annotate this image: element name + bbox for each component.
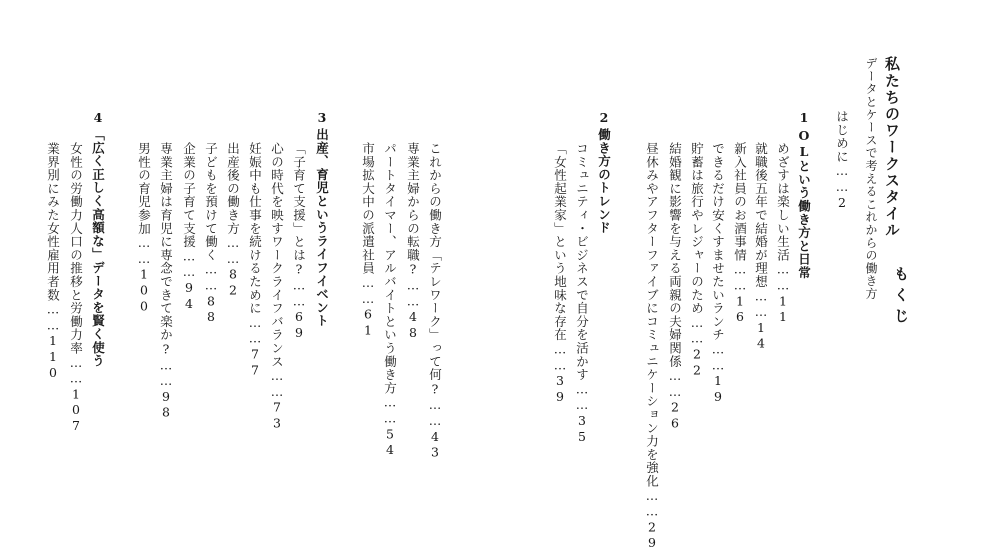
- toc-entry[interactable]: 心の時代を映すワークライフバランス……73: [269, 142, 285, 432]
- toc-entry[interactable]: 「女性起業家」という地味な存在……39: [552, 142, 568, 405]
- chapter-3-title[interactable]: 出産、育児というライフイベント: [314, 128, 330, 328]
- toc-entry[interactable]: 結婚観に影響を与える両親の夫婦関係……26: [667, 142, 683, 432]
- toc-entry[interactable]: これからの働き方「テレワーク」って何?……43: [427, 142, 443, 461]
- toc-entry[interactable]: 企業の子育て支援……94: [181, 142, 197, 312]
- toc-entry[interactable]: 子どもを預けて働く……88: [203, 142, 219, 325]
- toc-entry[interactable]: 昼休みやアフターファイブにコミュニケーション力を強化……29: [644, 142, 660, 551]
- toc-entry-intro[interactable]: はじめに……2: [834, 110, 850, 211]
- chapter-1-title[interactable]: OLという働き方と日常: [796, 128, 812, 280]
- chapter-1-number: 1: [796, 110, 812, 126]
- chapter-4-title[interactable]: 「広く正しく高額な」データを賢く使う: [90, 128, 106, 368]
- toc-entry[interactable]: 市場拡大中の派遣社員……61: [360, 142, 376, 339]
- toc-entry[interactable]: 男性の育児参加……100: [136, 142, 152, 315]
- toc-entry[interactable]: 出産後の働き方……82: [225, 142, 241, 299]
- toc-entry[interactable]: パートタイマー、アルバイトという働き方……54: [382, 142, 398, 458]
- book-title: 私たちのワークスタイル: [883, 56, 901, 239]
- chapter-4-number: 4: [90, 110, 106, 126]
- toc-entry[interactable]: できるだけ安くすませたいランチ……19: [710, 142, 726, 405]
- chapter-2-number: 2: [596, 110, 612, 126]
- toc-entry[interactable]: 妊娠中も仕事を続けるために……77: [247, 142, 263, 379]
- toc-entry[interactable]: 「子育て支援」とは?……69: [291, 142, 307, 341]
- toc-entry[interactable]: 専業主婦からの転職?……48: [405, 142, 421, 341]
- toc-entry[interactable]: 貯蓄は旅行やレジャーのため……22: [689, 142, 705, 379]
- toc-entry[interactable]: 専業主婦は育児に専念できて楽か?……98: [158, 142, 174, 421]
- toc-entry[interactable]: 女性の労働力人口の推移と労働力率……107: [68, 142, 84, 434]
- toc-entry[interactable]: 業界別にみた女性雇用者数……110: [45, 142, 61, 381]
- toc-heading: もくじ: [892, 266, 910, 329]
- chapter-3-number: 3: [314, 110, 330, 126]
- book-subtitle: データとケースで考えるこれからの働き方: [864, 57, 878, 301]
- toc-entry[interactable]: めざすは楽しい生活……11: [775, 142, 791, 325]
- toc-entry[interactable]: コミュニティ・ビジネスで自分を活かす……35: [574, 142, 590, 445]
- toc-entry[interactable]: 就職後五年で結婚が理想……14: [753, 142, 769, 352]
- toc-entry[interactable]: 新入社員のお酒事情……16: [732, 142, 748, 325]
- chapter-2-title[interactable]: 働き方のトレンド: [596, 128, 612, 235]
